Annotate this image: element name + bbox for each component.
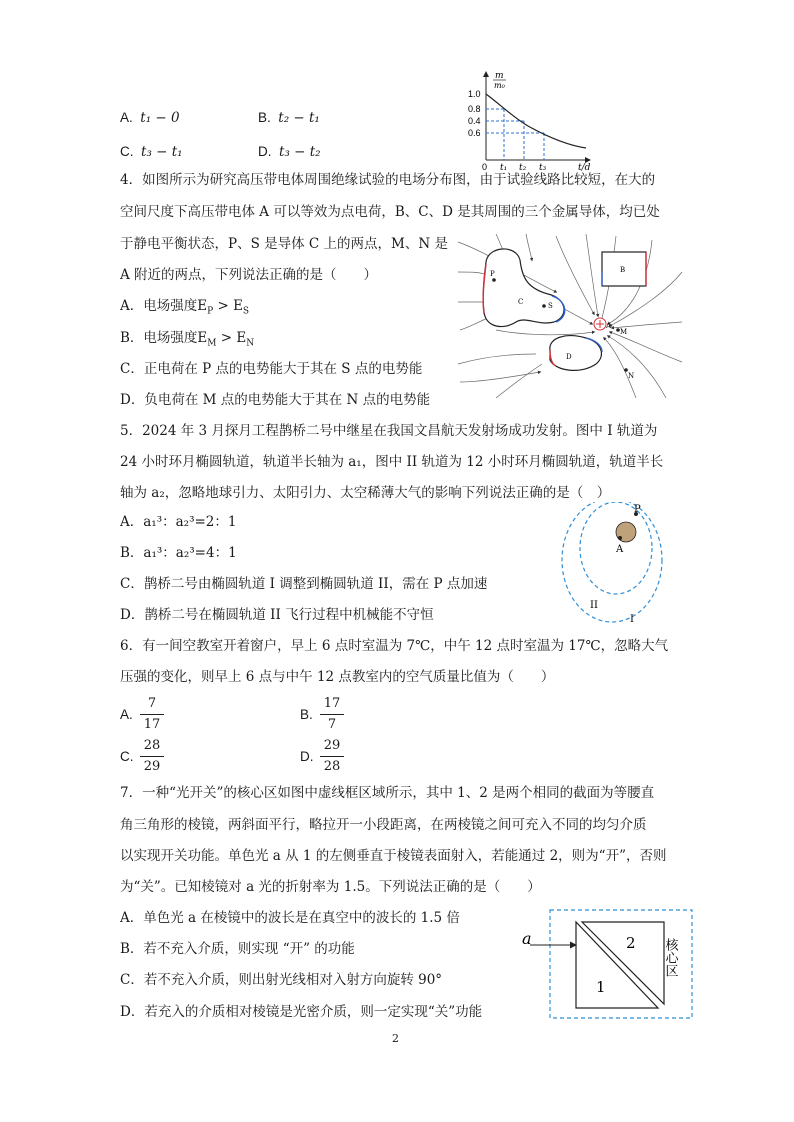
q4-stem-line-3: 于静电平衡状态，P、S 是导体 C 上的两点，M、N 是 bbox=[120, 236, 448, 252]
y-label-top: m bbox=[495, 71, 504, 81]
label-p: P bbox=[490, 270, 495, 278]
q5-option-c: C．鹊桥二号由椭圆轨道 I 调整到椭圆轨道 II，需在 P 点加速 bbox=[120, 576, 488, 592]
q4-stem-line-4: A 附近的两点，下列说法正确的是（ ） bbox=[120, 267, 378, 283]
q5-option-b: B．a₁³：a₂³=4：1 bbox=[120, 545, 237, 561]
q6-option-c-label: C. bbox=[120, 749, 134, 764]
label-d: D bbox=[566, 353, 572, 361]
label-core-zone: 核心区 bbox=[662, 938, 678, 977]
label-ray-a: a bbox=[522, 929, 532, 948]
electric-field-figure bbox=[456, 232, 686, 400]
x-tick-label: 0 bbox=[482, 162, 488, 172]
q7-option-d: D．若充入的介质相对棱镜是光密介质，则一定实现“关”功能 bbox=[120, 1004, 483, 1020]
page-number: 2 bbox=[392, 1032, 399, 1045]
y-label-bottom: m₀ bbox=[494, 81, 505, 90]
decay-chart bbox=[462, 66, 602, 172]
label-orbit-i: I bbox=[630, 614, 634, 625]
q3-option-a: A. t₁ − 0 bbox=[120, 110, 180, 126]
q6-stem-line-2: 压强的变化，则早上 6 点与中午 12 点教室内的空气质量比值为（ ） bbox=[120, 669, 555, 685]
q5-option-d: D．鹊桥二号在椭圆轨道 II 飞行过程中机械能不守恒 bbox=[120, 607, 434, 623]
q6-option-a-fraction: 7 17 bbox=[140, 696, 164, 733]
q3-option-c: C. t₃ − t₁ bbox=[120, 144, 183, 160]
q6-stem-line-1: 6．有一间空教室开着窗户，早上 6 点时室温为 7℃，中午 12 点时室温为 17℃，忽略大气 bbox=[120, 638, 669, 654]
x-tick-label: t₃ bbox=[539, 163, 547, 172]
x-tick-label: t₂ bbox=[519, 163, 527, 172]
q5-stem-line-1: 5．2024 年 3 月探月工程鹊桥二号中继星在我国文昌航天发射场成功发射。图中 I 轨道为 bbox=[120, 423, 658, 439]
q7-stem-line-3: 以实现开关功能。单色光 a 从 1 的左侧垂直于棱镜表面射入，若能通过 2，则为“开”，否则 bbox=[120, 848, 667, 864]
label-m: M bbox=[620, 328, 628, 336]
q4-option-d: D．负电荷在 M 点的电势能大于其在 N 点的电势能 bbox=[120, 392, 431, 408]
lunar-orbit-figure bbox=[550, 502, 670, 626]
label-n: N bbox=[628, 372, 635, 380]
label-a: A bbox=[606, 322, 612, 330]
x-axis-label: t/d bbox=[578, 163, 591, 172]
q7-option-a: A．单色光 a 在棱镜中的波长是在真空中的波长的 1.5 倍 bbox=[120, 910, 460, 926]
y-tick-label: 0.6 bbox=[468, 128, 481, 138]
q4-option-b: B．电场强度$E_M > E_N$ bbox=[120, 330, 255, 349]
label-prism-2: 2 bbox=[626, 934, 636, 952]
label-orbit-ii: II bbox=[590, 600, 598, 611]
q3-option-b: B. t₂ − t₁ bbox=[258, 110, 320, 126]
orbit-i bbox=[562, 502, 662, 622]
q6-option-d-label: D. bbox=[300, 749, 314, 764]
label-a: A bbox=[616, 544, 624, 555]
q6-option-c-fraction: 28 29 bbox=[140, 738, 164, 775]
y-tick-label: 1.0 bbox=[468, 89, 481, 99]
q4-stem-line-2: 空间尺度下高压带电体 A 可以等效为点电荷，B、C、D 是其周围的三个金属导体，均已处 bbox=[120, 204, 660, 220]
q4-stem-line-1: 4．如图所示为研究高压带电体周围绝缘试验的电场分布图，由于试验线路比较短，在大的 bbox=[120, 172, 656, 188]
q7-stem-line-2: 角三角形的棱镜，两斜面平行，略拉开一小段距离，在两棱镜之间可充入不同的均匀介质 bbox=[120, 817, 647, 833]
q5-option-a: A．a₁³：a₂³=2：1 bbox=[120, 514, 237, 530]
q7-option-b: B．若不充入介质，则实现 “开” 的功能 bbox=[120, 941, 355, 957]
q4-option-c: C．正电荷在 P 点的电势能大于其在 S 点的电势能 bbox=[120, 361, 423, 377]
q4-option-a: A．电场强度$E_P > E_S$ bbox=[120, 298, 250, 317]
q7-stem-line-4: 为“关”。已知棱镜对 a 光的折射率为 1.5。下列说法正确的是（ ） bbox=[120, 879, 541, 895]
q7-stem-line-1: 7．一种“光开关”的核心区如图中虚线框区域所示，其中 1、2 是两个相同的截面为等腰直 bbox=[120, 785, 655, 801]
label-prism-1: 1 bbox=[596, 978, 606, 996]
label-p: P bbox=[634, 504, 641, 515]
y-tick-label: 0.4 bbox=[468, 116, 481, 126]
optical-switch-figure bbox=[516, 908, 696, 1022]
q3-option-d: D. t₃ − t₂ bbox=[258, 144, 321, 160]
q5-stem-line-2: 24 小时环月椭圆轨道，轨道半长轴为 a₁，图中 II 轨道为 12 小时环月椭圆轨道，轨道半长 bbox=[120, 454, 664, 470]
q6-option-a-label: A. bbox=[120, 707, 133, 722]
y-tick-label: 0.8 bbox=[468, 104, 481, 114]
q7-option-c: C．若不充入介质，则出射光线相对入射方向旋转 90° bbox=[120, 972, 443, 988]
conductor-c bbox=[483, 249, 564, 327]
q6-option-b-label: B. bbox=[300, 707, 313, 722]
q5-stem-line-3: 轴为 a₂，忽略地球引力、太阳引力、太空稀薄大气的影响下列说法正确的是（ ） bbox=[120, 485, 611, 501]
x-tick-label: t₁ bbox=[500, 163, 508, 172]
q6-option-d-fraction: 29 28 bbox=[320, 738, 344, 775]
q6-option-b-fraction: 17 7 bbox=[320, 696, 344, 733]
label-c: C bbox=[518, 298, 524, 306]
label-b: B bbox=[620, 266, 626, 274]
label-s: S bbox=[548, 302, 553, 310]
